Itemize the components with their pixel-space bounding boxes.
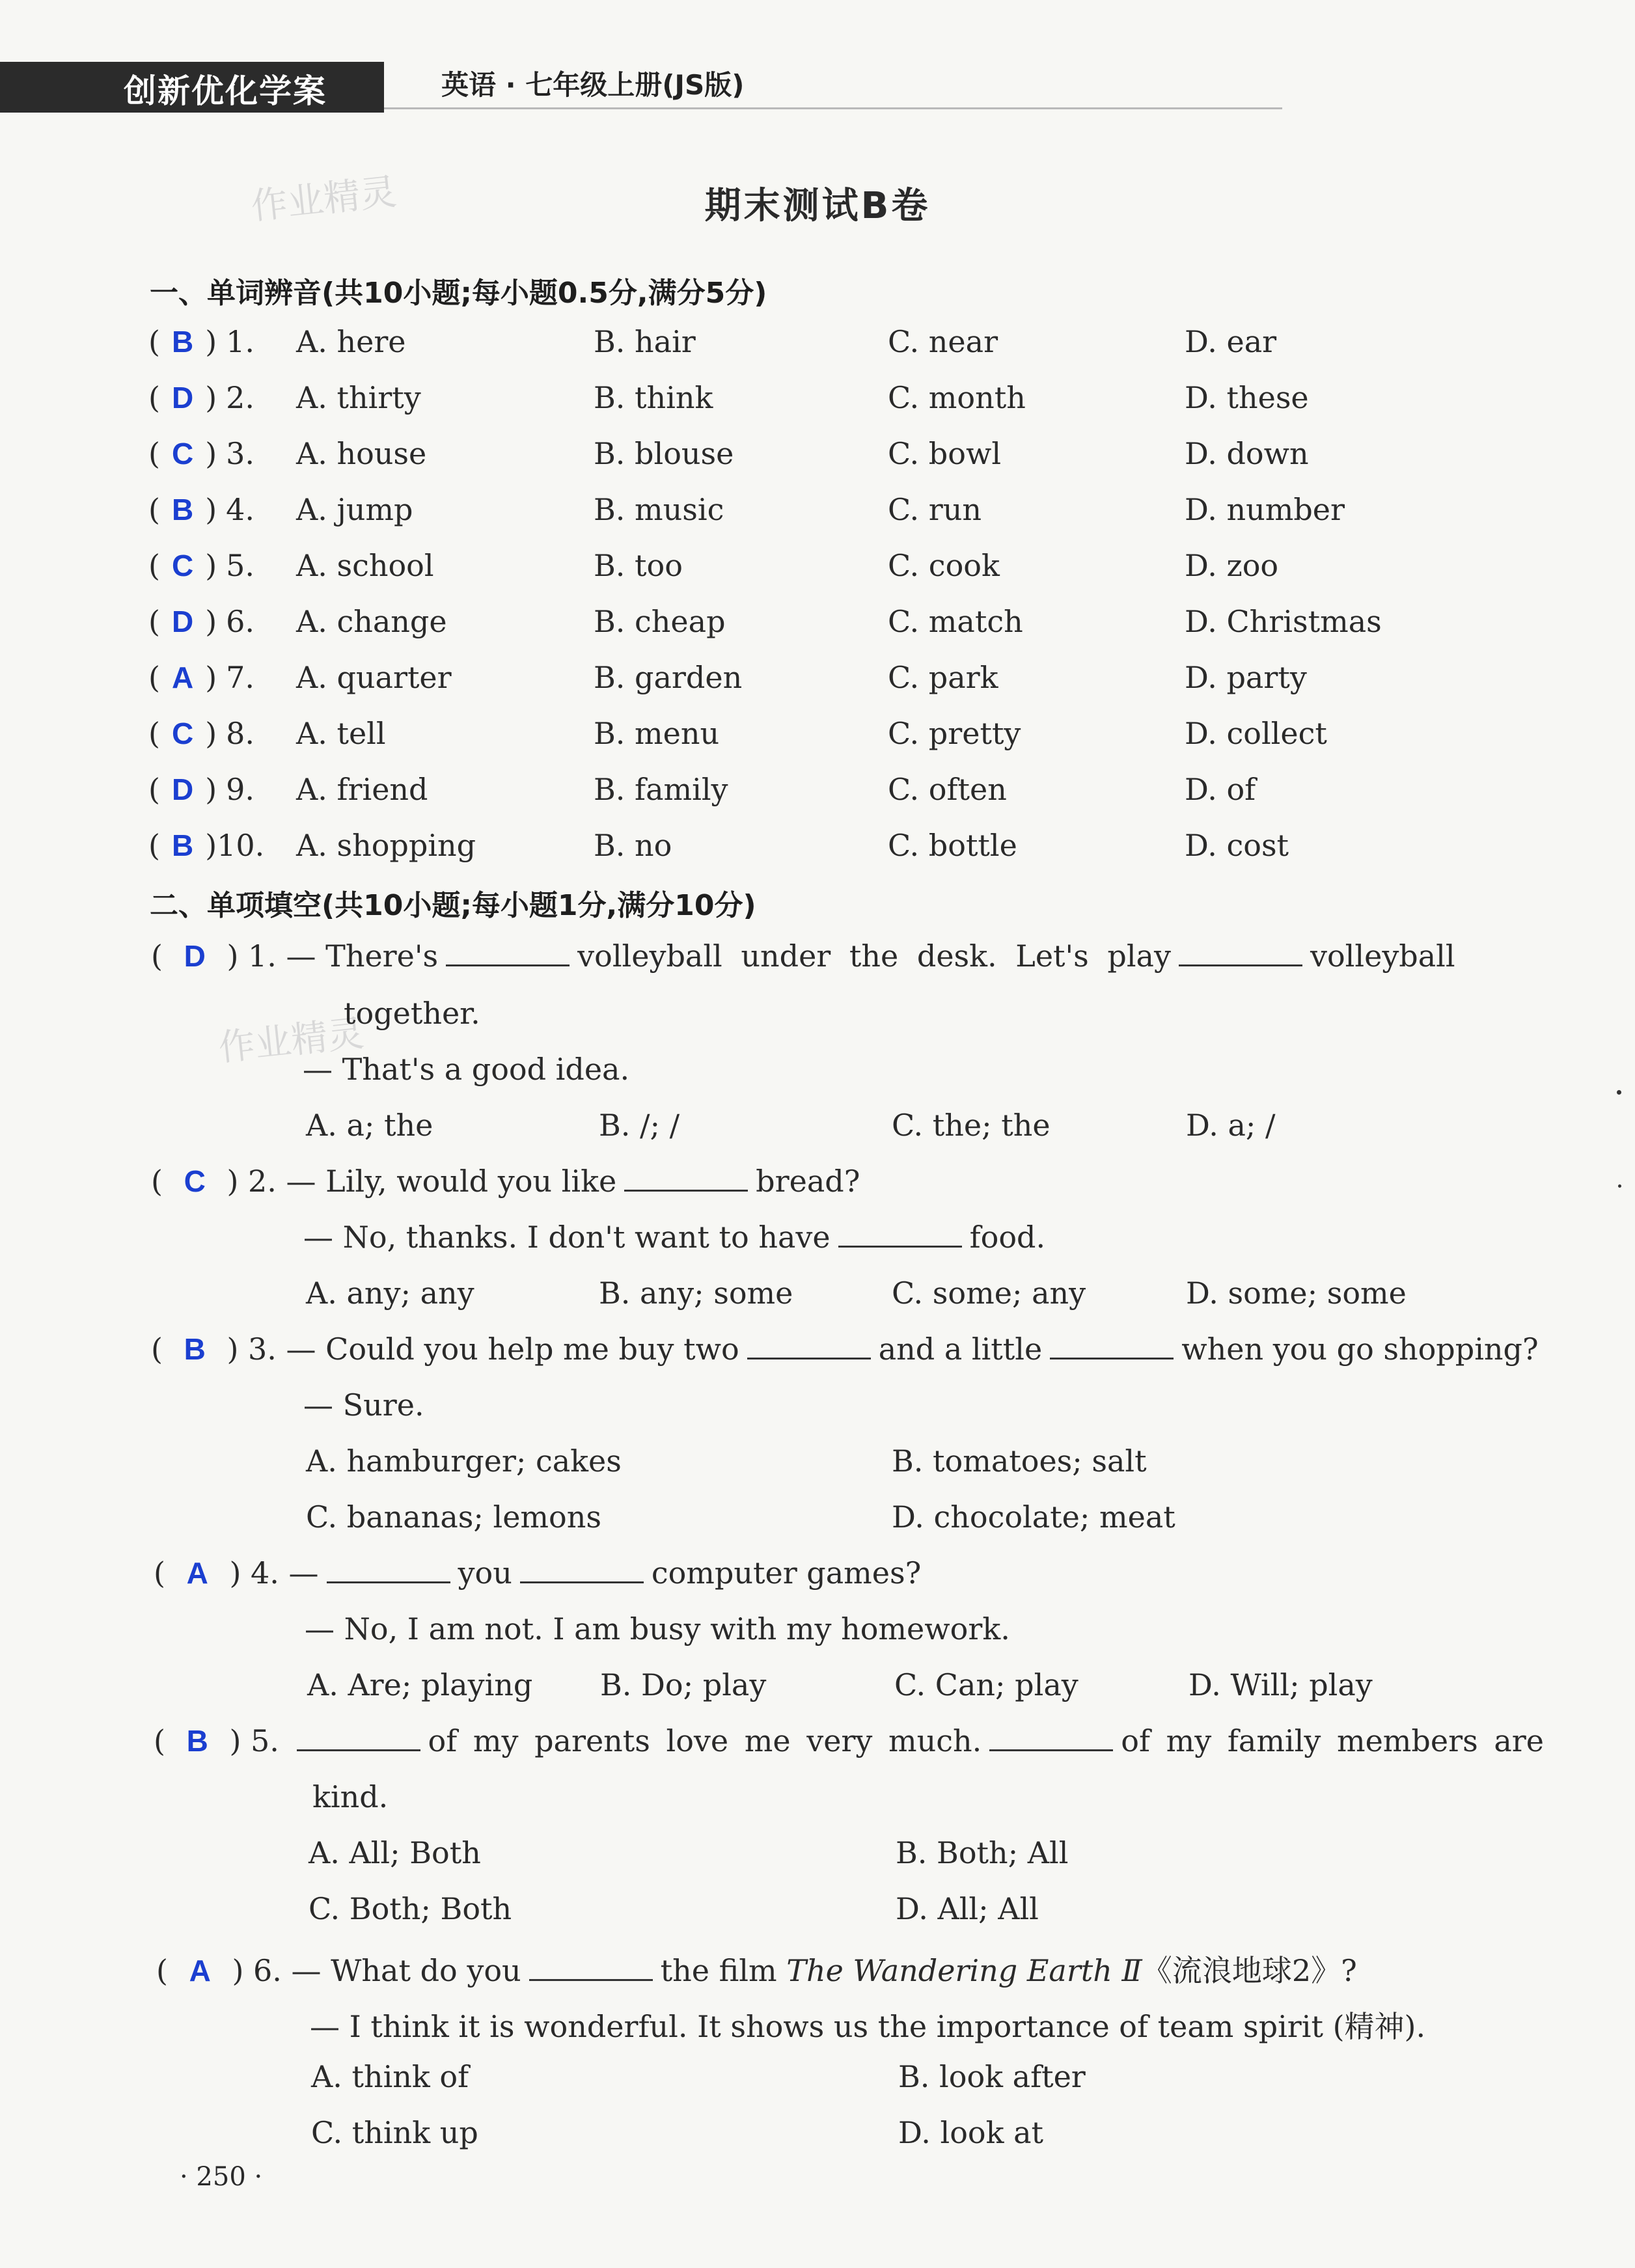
answer-mark: D	[171, 381, 194, 415]
option: D. Christmas	[1185, 604, 1382, 639]
option: B. any; some	[599, 1276, 793, 1311]
option: B. tomatoes; salt	[892, 1443, 1147, 1479]
option: B. garden	[594, 660, 743, 695]
option: C. bowl	[888, 436, 1002, 471]
answer-mark: A	[186, 1556, 208, 1590]
option: C. think up	[311, 2115, 478, 2150]
option: B. hair	[594, 324, 696, 359]
option: A. school	[296, 548, 434, 583]
question-number: 5.	[226, 548, 255, 583]
list-item: ( D ) 6.	[148, 604, 255, 639]
option: B. look after	[898, 2059, 1086, 2094]
option: C. park	[888, 660, 998, 695]
book-title: 英语 · 七年级上册(JS版)	[441, 69, 745, 101]
answer-mark: B	[171, 493, 194, 526]
question-text: — No, I am not. I am busy with my homework.	[305, 1611, 1010, 1646]
question-number: 2.	[226, 380, 255, 415]
question-number: 8.	[226, 716, 255, 751]
answer-mark: D	[184, 939, 206, 973]
option: B. blouse	[594, 436, 734, 471]
option: A. hamburger; cakes	[306, 1443, 622, 1479]
list-item: ( C ) 8.	[148, 716, 255, 751]
list-item: ( A ) 7.	[148, 660, 255, 695]
option: D. cost	[1185, 828, 1289, 863]
answer-mark: B	[186, 1724, 208, 1758]
question-number: 3.	[226, 436, 255, 471]
question-text: kind.	[312, 1779, 389, 1814]
option: D. zoo	[1185, 548, 1279, 583]
question-number: 4.	[226, 492, 255, 527]
option: D. Will; play	[1188, 1667, 1373, 1702]
option: A. jump	[296, 492, 413, 527]
question-text: — No, thanks. I don't want to have food.	[303, 1220, 1046, 1255]
section-1-heading: 一、单词辨音(共10小题;每小题0.5分,满分5分)	[150, 277, 767, 310]
option: A. thirty	[296, 380, 421, 415]
option: C. match	[888, 604, 1023, 639]
scan-speck	[1617, 1090, 1621, 1095]
answer-mark: B	[171, 828, 194, 862]
answer-mark: D	[171, 772, 194, 806]
option: D. ear	[1185, 324, 1277, 359]
option: C. cook	[888, 548, 1000, 583]
question-number: 4.	[251, 1555, 279, 1591]
question-number: 5.	[251, 1723, 279, 1758]
list-item: ( B ) 4.	[148, 492, 255, 527]
option: C. often	[888, 772, 1007, 807]
answer-mark: C	[171, 549, 194, 582]
option: D. down	[1185, 436, 1309, 471]
option: C. run	[888, 492, 982, 527]
question-number: 6.	[253, 1953, 282, 1988]
option: C. bottle	[888, 828, 1017, 863]
blank	[520, 1557, 644, 1583]
option: B. /; /	[599, 1108, 680, 1143]
question-number: 9.	[226, 772, 255, 807]
option: D. a; /	[1186, 1108, 1276, 1143]
option: D. chocolate; meat	[892, 1499, 1175, 1535]
option: D. look at	[898, 2115, 1043, 2150]
option: D. some; some	[1186, 1276, 1407, 1311]
film-title: The Wandering Earth Ⅱ	[786, 1953, 1142, 1988]
blank	[529, 1954, 653, 1981]
question-3: ( B ) 3. — Could you help me buy two and a little when you go shopping?	[151, 1332, 1539, 1367]
option: B. menu	[594, 716, 720, 751]
list-item: ( B ) 1.	[148, 324, 255, 359]
option: A. a; the	[306, 1108, 433, 1143]
blank	[446, 940, 570, 966]
option: D. number	[1185, 492, 1345, 527]
question-6: ( A ) 6. — What do you the film The Wandering Earth Ⅱ《流浪地球2》?	[156, 1953, 1357, 1988]
blank	[624, 1165, 748, 1192]
answer-mark: B	[184, 1332, 206, 1366]
option: C. some; any	[892, 1276, 1086, 1311]
option: B. cheap	[594, 604, 726, 639]
blank	[1179, 940, 1302, 966]
option: A. tell	[296, 716, 386, 751]
question-text: — That's a good idea.	[303, 1052, 630, 1087]
question-text: together.	[344, 996, 480, 1031]
option: B. family	[594, 772, 728, 807]
header-divider	[384, 107, 1282, 109]
option: A. think of	[311, 2059, 469, 2094]
section-2-heading: 二、单项填空(共10小题;每小题1分,满分10分)	[150, 889, 756, 922]
question-text: — I think it is wonderful. It shows us the importance of team spirit (精神).	[310, 2009, 1426, 2044]
page-number: · 250 ·	[180, 2162, 263, 2192]
watermark: 作业精灵	[249, 171, 399, 228]
option: C. bananas; lemons	[306, 1499, 601, 1535]
scan-speck	[1618, 1184, 1621, 1188]
question-1: ( D ) 1. — There's volleyball under the desk. Let's play volleyball	[151, 938, 1455, 974]
blank	[989, 1725, 1113, 1751]
question-number: 1.	[248, 938, 277, 974]
option: B. Both; All	[896, 1835, 1069, 1870]
answer-mark: C	[184, 1164, 206, 1198]
option: B. Do; play	[600, 1667, 767, 1702]
option: D. All; All	[896, 1891, 1039, 1926]
blank	[1050, 1333, 1174, 1359]
option: D. collect	[1185, 716, 1327, 751]
question-number: 10.	[217, 828, 265, 863]
option: B. music	[594, 492, 724, 527]
list-item: ( D ) 9.	[148, 772, 255, 807]
blank	[747, 1333, 871, 1359]
answer-mark: D	[171, 605, 194, 638]
option: A. change	[296, 604, 447, 639]
question-number: 1.	[226, 324, 255, 359]
option: A. All; Both	[309, 1835, 481, 1870]
list-item: ( C ) 5.	[148, 548, 255, 583]
option: A. here	[296, 324, 406, 359]
answer-mark: A	[171, 661, 194, 694]
answer-mark: C	[171, 437, 194, 471]
option: A. shopping	[296, 828, 476, 863]
option: A. quarter	[296, 660, 452, 695]
question-number: 7.	[226, 660, 255, 695]
brand-logo: 创新优化学案	[124, 72, 327, 110]
option: D. these	[1185, 380, 1309, 415]
option: C. Can; play	[894, 1667, 1079, 1702]
list-item: ( D ) 2.	[148, 380, 255, 415]
question-5: ( B ) 5. of my parents love me very much. of my family members are	[154, 1723, 1544, 1758]
option: B. think	[594, 380, 713, 415]
blank	[838, 1221, 962, 1248]
question-number: 6.	[226, 604, 255, 639]
option: C. near	[888, 324, 998, 359]
answer-mark: C	[171, 717, 194, 750]
option: B. too	[594, 548, 683, 583]
answer-mark: B	[171, 325, 194, 359]
list-item: ( C ) 3.	[148, 436, 255, 471]
option: D. party	[1185, 660, 1307, 695]
option: A. any; any	[306, 1276, 474, 1311]
option: A. friend	[296, 772, 428, 807]
question-number: 2.	[248, 1164, 277, 1199]
question-2: ( C ) 2. — Lily, would you like bread?	[151, 1164, 860, 1199]
option: B. no	[594, 828, 672, 863]
option: C. month	[888, 380, 1026, 415]
question-number: 3.	[248, 1332, 277, 1367]
list-item: ( B )10.	[148, 828, 265, 863]
watermark: 作业精灵	[216, 1012, 366, 1070]
option: D. of	[1185, 772, 1256, 807]
option: C. the; the	[892, 1108, 1051, 1143]
blank	[297, 1725, 420, 1751]
answer-mark: A	[189, 1954, 211, 1988]
page-title: 期末测试B卷	[704, 185, 931, 227]
option: C. pretty	[888, 716, 1021, 751]
blank	[327, 1557, 450, 1583]
question-text: — Sure.	[303, 1387, 424, 1423]
option: C. Both; Both	[309, 1891, 512, 1926]
question-4: ( A ) 4. — you computer games?	[154, 1555, 922, 1591]
option: A. house	[296, 436, 427, 471]
option: A. Are; playing	[307, 1667, 533, 1702]
